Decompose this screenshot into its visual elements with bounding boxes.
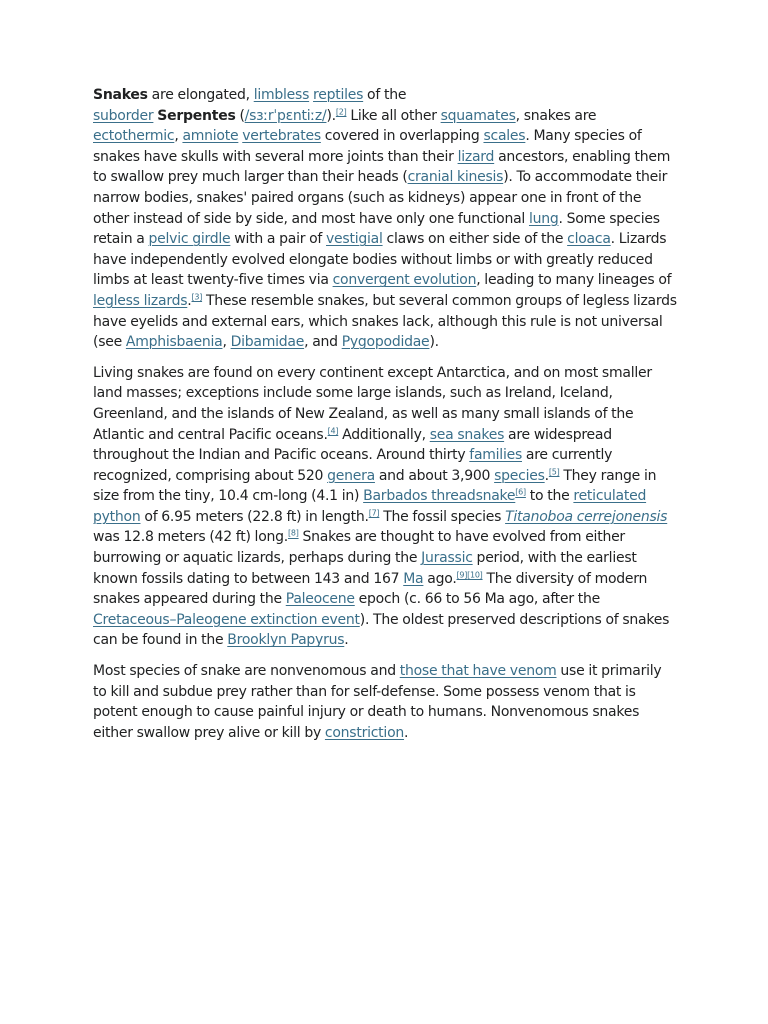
citation bbox=[457, 570, 483, 579]
link-brooklyn-papyrus[interactable]: Brooklyn Papyrus bbox=[227, 632, 345, 649]
paragraph-intro: Snakes are elongated, limbless reptiles of the suborder Serpentes (/sɜːrˈpɛntiːz/).[2] Like all other squamates, snakes are ectothermic, amniote vertebrates covered in overlapping scales. Many species of snakes have skulls with several more joints than their lizard ancestors, enabling them to swallow prey much larger than their heads (cranial kinesis). To accommodate their narrow bodies, snakes' paired organs (such as kidneys) appear one in front of the other instead of side by side, and most have only one functional lung. Some species retain a pelvic girdle with a pair of vestigial claws on either side of the cloaca. Lizards have independently evolved elongate bodies without limbs or with greatly reduced limbs at least twenty-five times via convergent evolution, leading to many lineages of legless lizards.[3] These resemble snakes, but several common groups of legless lizards have eyelids and external ears, which snakes lack, although this rule is not universal (see Amphisbaenia, Dibamidae, and Pygopodidae). bbox=[93, 87, 677, 351]
link-vertebrates[interactable]: vertebrates bbox=[242, 128, 321, 145]
citation bbox=[288, 529, 299, 538]
link-ma[interactable]: Ma bbox=[403, 570, 424, 587]
paragraph-venom: Most species of snake are nonvenomous and those that have venom use it primarily to kill and subdue prey rather than for self-defense. Some possess venom that is potent enough to cause painful injury or death to humans. Nonvenomous snakes either swallow prey alive or kill by constriction. bbox=[93, 663, 662, 741]
citation-link-10[interactable]: [10] bbox=[467, 570, 483, 579]
link-kpg-extinction[interactable]: Cretaceous–Paleogene extinction event bbox=[93, 611, 360, 628]
link-titanoboa[interactable]: Titanoboa cerrejonensis bbox=[505, 508, 668, 525]
link-venomous-snake[interactable]: those that have venom bbox=[399, 663, 557, 680]
citation bbox=[515, 488, 526, 497]
link-dibamidae[interactable]: Dibamidae bbox=[230, 334, 305, 351]
link-constriction[interactable]: constriction bbox=[324, 724, 405, 741]
citation-link-6[interactable]: [6] bbox=[515, 487, 526, 497]
term-serpentes: Serpentes bbox=[157, 107, 236, 124]
link-species[interactable]: species bbox=[494, 467, 545, 484]
article-body bbox=[93, 85, 677, 753]
link-reticulated-python[interactable]: reticulated python bbox=[93, 488, 647, 525]
link-pelvic-girdle[interactable]: pelvic girdle bbox=[148, 231, 231, 248]
link-sea-snakes[interactable]: sea snakes bbox=[429, 426, 505, 443]
citation-link-7[interactable]: [7] bbox=[368, 508, 380, 518]
link-lung[interactable]: lung bbox=[528, 210, 559, 227]
link-legless-lizards[interactable]: legless lizards bbox=[93, 292, 188, 309]
link-genera[interactable]: genera bbox=[327, 467, 375, 484]
link-limbless[interactable]: limbless bbox=[253, 87, 310, 103]
link-barbados-threadsnake[interactable]: Barbados threadsnake bbox=[363, 488, 516, 505]
link-suborder[interactable]: suborder bbox=[93, 107, 154, 124]
term-snakes: Snakes bbox=[93, 87, 148, 103]
link-ectothermic[interactable]: ectothermic bbox=[93, 128, 175, 145]
link-amphisbaenia[interactable]: Amphisbaenia bbox=[125, 334, 223, 351]
link-scales[interactable]: scales bbox=[483, 128, 526, 145]
link-amniote[interactable]: amniote bbox=[182, 128, 239, 145]
link-jurassic[interactable]: Jurassic bbox=[421, 550, 473, 567]
link-cranial-kinesis[interactable]: cranial kinesis bbox=[407, 169, 504, 186]
link-families[interactable]: families bbox=[469, 447, 522, 464]
citation-link-9[interactable]: [9] bbox=[456, 570, 468, 579]
citation-link-8[interactable]: [8] bbox=[287, 528, 299, 538]
citation bbox=[191, 292, 202, 301]
citation bbox=[549, 467, 560, 476]
citation-link-5[interactable]: [5] bbox=[548, 467, 560, 477]
citation-link-4[interactable]: [4] bbox=[327, 425, 339, 435]
citation-link-3[interactable]: [3] bbox=[191, 292, 203, 302]
citation bbox=[336, 107, 347, 116]
link-paleocene[interactable]: Paleocene bbox=[285, 591, 355, 608]
link-pronunciation[interactable]: /sɜːrˈpɛntiːz/ bbox=[244, 107, 327, 124]
link-vestigial[interactable]: vestigial bbox=[326, 231, 383, 248]
link-pygopodidae[interactable]: Pygopodidae bbox=[341, 334, 430, 351]
link-squamates[interactable]: squamates bbox=[440, 107, 516, 124]
link-cloaca[interactable]: cloaca bbox=[567, 231, 611, 248]
link-lizard[interactable]: lizard bbox=[457, 148, 495, 165]
link-convergent-evolution[interactable]: convergent evolution bbox=[332, 272, 477, 289]
paragraph-distribution: Living snakes are found on every continent except Antarctica, and on most smaller land masses; exceptions include some large islands, such as Ireland, Iceland, Greenland, and the islands of New Zealand, as well as many small islands of the Atlantic and central Pacific oceans.[4] Additionally, sea snakes are widespread throughout the Indian and Pacific oceans. Around thirty families are currently recognized, comprising about 520 genera and about 3,900 species.[5] They range in size from the tiny, 10.4 cm-long (4.1 in) Barbados threadsnake[6] to the reticulated python of 6.95 meters (22.8 ft) in length.[7] The fossil species Titanoboa cerrejonensis was 12.8 meters (42 ft) long.[8] Snakes are thought to have evolved from either burrowing or aquatic lizards, perhaps during the Jurassic period, with the earliest known fossils dating to between 143 and 167 Ma ago.[9][10] The diversity of modern snakes appeared during the Paleocene epoch (c. 66 to 56 Ma ago, after the Cretaceous–Paleogene extinction event). The oldest preserved descriptions of snakes can be found in the Brooklyn Papyrus. bbox=[93, 364, 670, 649]
citation bbox=[328, 426, 339, 435]
citation-link-2[interactable]: [2] bbox=[335, 106, 347, 116]
link-reptiles[interactable]: reptiles bbox=[313, 87, 364, 103]
citation bbox=[369, 508, 380, 517]
